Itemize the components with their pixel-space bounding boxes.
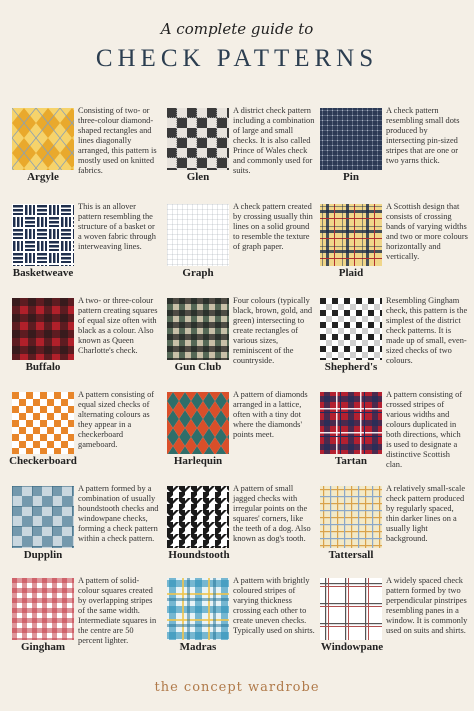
pattern-card-gingham (8, 578, 158, 678)
pattern-card-tartan (316, 392, 466, 492)
windowpane-swatch-icon (320, 578, 382, 640)
pattern-description: A two- or three-colour pattern creating squares of equal size often with black as a colour. Also known as Queen Charlotte's check. (78, 296, 158, 355)
pattern-card-dupplin (8, 486, 158, 586)
harlequin-swatch-icon (167, 392, 229, 454)
pattern-name: Houndstooth (168, 549, 230, 561)
checkerboard-swatch-icon (12, 392, 74, 454)
pattern-name: Glen (186, 171, 210, 183)
pattern-description: Consisting of two- or three-colour diamond-shaped rectangles and lines diagonally arranged, this pattern is mostly used on knitted fabrics. (78, 106, 157, 175)
pattern-description: A pattern of small jagged checks with irregular points on the squares' corners, like the teeth of a dog. Also known as dog's tooth. (233, 484, 311, 543)
pattern-name: Tattersall (328, 549, 374, 561)
pattern-description: A relatively small-scale check pattern produced by regularly spaced, thin darker lines on a usually light background. (386, 484, 466, 543)
page-title: CHECK PATTERNS (95, 45, 379, 72)
pin-swatch-icon (320, 108, 382, 170)
page-subtitle: A complete guide to (160, 20, 314, 38)
pattern-card-plaid (316, 204, 466, 304)
tattersall-swatch-icon (320, 486, 382, 548)
pattern-description: A check pattern created by crossing usually thin lines on a solid ground to resemble the texture of graph paper. (233, 202, 313, 251)
pattern-name: Harlequin (173, 455, 223, 467)
pattern-description: A check pattern resembling small dots produced by intersecting pin-sized stripes that are one or two yarns thick. (386, 106, 460, 165)
shepherds-swatch-icon (320, 298, 382, 360)
brand-footer: the concept wardrobe (154, 680, 320, 695)
houndstooth-swatch-icon (167, 486, 229, 548)
pattern-description: A district check pattern including a combination of large and small checks. It is also called Prince of Wales check and commonly used for suits. (233, 106, 315, 175)
pattern-description: A widely spaced check pattern formed by two perpendicular pinstripes resembling panes in a window. It is commonly used on suits and shirts. (386, 576, 468, 635)
pattern-card-graph (163, 204, 313, 304)
pattern-card-argyle (8, 108, 158, 208)
tartan-swatch-icon (320, 392, 382, 454)
pattern-name: Dupplin (23, 549, 63, 561)
pattern-description: A pattern with brightly coloured stripes of varying thickness crossing each other to create uneven checks. Typically used on shirts. (233, 576, 315, 635)
pattern-description: A pattern consisting of equal sized checks of alternating colours as they appear in a checkerboard gameboard. (78, 390, 155, 449)
pattern-card-madras (163, 578, 313, 678)
pattern-card-pin (316, 108, 466, 208)
pattern-name: Buffalo (25, 361, 61, 373)
madras-swatch-icon (167, 578, 229, 640)
pattern-description: A pattern formed by a combination of usually houndstooth checks and windowpane checks, forming a check pattern within a check pattern. (78, 484, 159, 543)
pattern-description: A pattern of solid-colour squares created by overlapping stripes of the same width. Intermediate squares in the centre are 50 percent lighter. (78, 576, 157, 645)
pattern-card-shepherds (316, 298, 466, 398)
pattern-name: Gun Club (174, 361, 222, 373)
pattern-card-tattersall (316, 486, 466, 586)
pattern-card-checkerboard (8, 392, 158, 492)
pattern-description: A pattern consisting of crossed stripes of various widths and colours duplicated in both directions, which is used to designate a distinctive Scottish clan. (386, 390, 463, 469)
plaid-swatch-icon (320, 204, 382, 266)
buffalo-swatch-icon (12, 298, 74, 360)
pattern-card-houndstooth (163, 486, 313, 586)
pattern-name: Tartan (335, 455, 367, 467)
pattern-description: A pattern of diamonds arranged in a lattice, often with a tiny dot where the diamonds' points meet. (233, 390, 308, 439)
pattern-description: Resembling Gingham check, this pattern is the simplest of the district check patterns. It is made up of small, even-sized checks of two colours. (386, 296, 468, 365)
dupplin-swatch-icon (12, 486, 74, 548)
pattern-name: Graph (182, 267, 214, 279)
basketweave-swatch-icon (12, 204, 74, 266)
pattern-name: Madras (179, 641, 217, 653)
pattern-name: Checkerboard (9, 455, 77, 467)
pattern-card-gun-club (163, 298, 313, 398)
pattern-card-buffalo (8, 298, 158, 398)
pattern-card-harlequin (163, 392, 313, 492)
pattern-name: Shepherd's (324, 361, 378, 373)
pattern-name: Plaid (338, 267, 364, 279)
pattern-name: Pin (343, 171, 359, 183)
pattern-card-glen (163, 108, 313, 208)
gun-club-swatch-icon (167, 298, 229, 360)
pattern-description: A Scottish design that consists of crossing bands of varying widths and two or more colours horizontally and vertically. (386, 202, 468, 261)
graph-swatch-icon (167, 204, 229, 266)
pattern-description: Four colours (typically black, brown, gold, and green) intersecting to create rectangles of various sizes, reminiscent of the countryside. (233, 296, 313, 365)
glen-swatch-icon (167, 108, 229, 170)
pattern-card-windowpane (316, 578, 466, 678)
argyle-swatch-icon (12, 108, 74, 170)
pattern-description: This is an allover pattern resembling the structure of a basket or a woven fabric through interweaving lines. (78, 202, 156, 251)
pattern-card-basketweave (8, 204, 158, 304)
gingham-swatch-icon (12, 578, 74, 640)
pattern-name: Windowpane (320, 641, 384, 653)
pattern-name: Argyle (27, 171, 59, 183)
pattern-name: Basketweave (12, 267, 74, 279)
pattern-name: Gingham (20, 641, 65, 653)
